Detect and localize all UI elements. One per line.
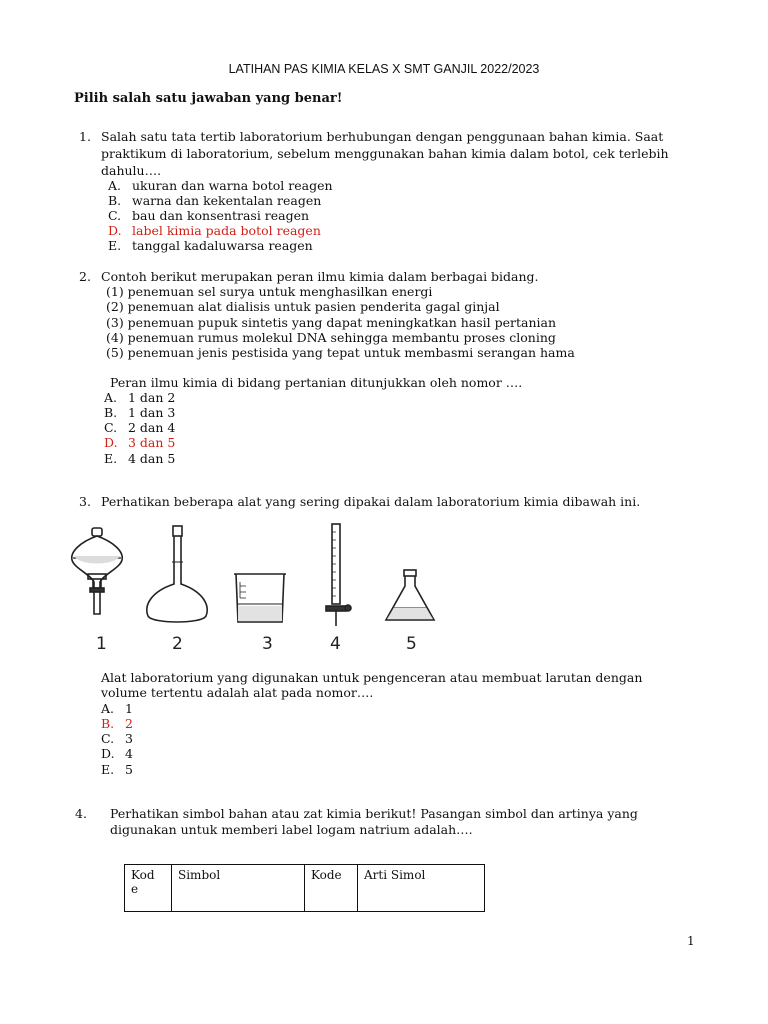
figure-label: 2 [172, 634, 183, 654]
symbol-table [124, 864, 485, 912]
question-text-line: Perhatikan simbol bahan atau zat kimia berikut! Pasangan simbol dan artinya yang [110, 806, 638, 821]
list-item: (4) penemuan rumus molekul DNA sehingga membantu proses cloning [106, 330, 556, 345]
table-header-cell: Arti Simol [358, 865, 485, 912]
question-text-line: dahulu…. [101, 163, 162, 178]
answer-option-a[interactable]: A. 1 dan 2 [104, 390, 176, 405]
answer-option-b-correct[interactable]: B. 2 [101, 716, 133, 731]
table-header-cell: Kode [305, 865, 358, 912]
question-text-line: volume tertentu adalah alat pada nomor…. [101, 685, 374, 700]
answer-option-c[interactable]: C. bau dan konsentrasi reagen [108, 208, 310, 223]
question-text: Peran ilmu kimia di bidang pertanian ditunjukkan oleh nomor …. [110, 375, 523, 390]
separatory-funnel-icon [72, 528, 123, 614]
question-number: 3. [79, 494, 91, 509]
erlenmeyer-flask-icon [386, 570, 434, 620]
list-item: (2) penemuan alat dialisis untuk pasien penderita gagal ginjal [106, 299, 500, 314]
answer-option-a[interactable]: A. 1 [101, 701, 133, 716]
table-header-cell: Simbol [172, 865, 305, 912]
figure-label: 5 [406, 634, 417, 654]
question-stem: Perhatikan beberapa alat yang sering dipakai dalam laboratorium kimia dibawah ini. [101, 494, 641, 509]
question-stem: Contoh berikut merupakan peran ilmu kimia dalam berbagai bidang. [101, 269, 539, 284]
instruction: Pilih salah satu jawaban yang benar! [74, 91, 343, 106]
answer-option-d-correct[interactable]: D. label kimia pada botol reagen [108, 223, 321, 238]
table-row [125, 865, 485, 912]
list-item: (5) penemuan jenis pestisida yang tepat untuk membasmi serangan hama [106, 345, 575, 360]
volumetric-flask-icon [147, 526, 207, 622]
list-item: (3) penemuan pupuk sintetis yang dapat meningkatkan hasil pertanian [106, 315, 557, 330]
answer-option-a[interactable]: A. ukuran dan warna botol reagen [108, 178, 333, 193]
list-item: (1) penemuan sel surya untuk menghasilkan energi [106, 284, 433, 299]
answer-option-c[interactable]: C. 2 dan 4 [104, 420, 176, 435]
table-header-cell: Kod e [125, 865, 172, 912]
figure-label: 4 [330, 634, 341, 654]
beaker-icon [234, 574, 286, 622]
answer-option-e[interactable]: E. tanggal kadaluwarsa reagen [108, 238, 313, 253]
answer-option-b[interactable]: B. 1 dan 3 [104, 405, 176, 420]
answer-option-c[interactable]: C. 3 [101, 731, 133, 746]
question-number: 1. [79, 129, 91, 144]
answer-option-d-correct[interactable]: D. 3 dan 5 [104, 435, 176, 450]
page-number: 1 [687, 934, 695, 948]
answer-option-b[interactable]: B. warna dan kekentalan reagen [108, 193, 322, 208]
question-number: 4. [75, 806, 87, 821]
answer-option-e[interactable]: E. 4 dan 5 [104, 451, 176, 466]
answer-option-d[interactable]: D. 4 [101, 746, 133, 761]
burette-icon [326, 524, 351, 626]
question-text-line: digunakan untuk memberi label logam natrium adalah…. [110, 822, 473, 837]
page-title: LATIHAN PAS KIMIA KELAS X SMT GANJIL 2022/2023 [228, 62, 540, 76]
question-text-line: praktikum di laboratorium, sebelum menggunakan bahan kimia dalam botol, cek terlebih [101, 146, 669, 161]
lab-equipment-figure [60, 522, 460, 657]
figure-label: 1 [96, 634, 107, 654]
question-number: 2. [79, 269, 91, 284]
question-text-line: Salah satu tata tertib laboratorium berhubungan dengan penggunaan bahan kimia. Saat [101, 129, 664, 144]
answer-option-e[interactable]: E. 5 [101, 762, 133, 777]
figure-label: 3 [262, 634, 273, 654]
question-text-line: Alat laboratorium yang digunakan untuk pengenceran atau membuat larutan dengan [101, 670, 643, 685]
